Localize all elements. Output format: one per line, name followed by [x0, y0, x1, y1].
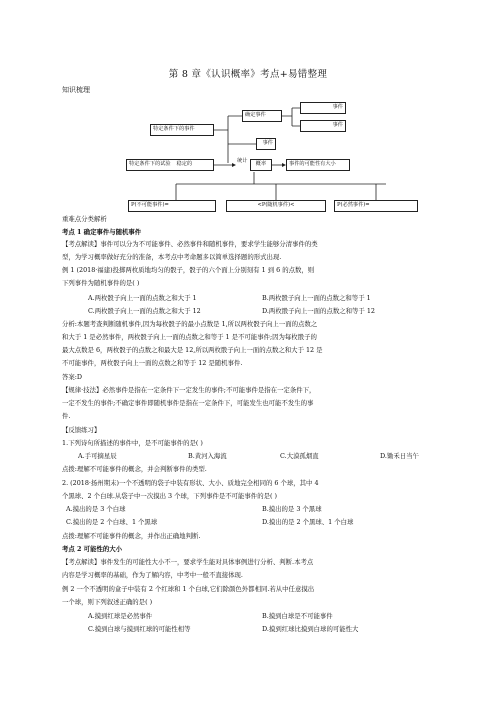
section-heading: 重难点分类解析: [62, 215, 107, 223]
q2-option-a: A.摸出的是 3 个白球: [66, 505, 126, 513]
mindmap-impossible-event: 事件: [300, 102, 346, 114]
example-1-option-d: D.两枚骰子向上一面的点数之和等于 12: [262, 307, 375, 315]
example-1-option-b: B.两枚骰子向上一面的点数之和等于 1: [262, 294, 371, 302]
text-line: 【考点解读】事件发生的可能性大小不一，要求学生能对具体事例进行分析、判断.本考点: [62, 558, 314, 566]
topic-1-heading: 考点 1 确定事件与随机事件: [62, 228, 142, 236]
example-1-line: 例 1 (2018·福建)投掷两枚质地均匀的骰子，骰子的六个面上分别刻有 1 到 6 的点数，则: [62, 266, 315, 274]
example-2-option-a: A.摸到红球是必然事件: [88, 612, 153, 620]
topic-2-heading: 考点 2 可能性的大小: [62, 545, 123, 553]
example-2-line: 例 2 一个不透明的盒子中装有 2 个红球和 1 个白球,它们除颜色外都相同.若从中任意摸出: [62, 585, 315, 593]
stable-value-label: 稳定的: [176, 161, 193, 168]
mindmap-random-event: 事件: [256, 138, 276, 150]
text-line: 内容是学习概率的基础，作为了解内容，中考中一般不直接体现.: [62, 571, 243, 579]
rule-line: 【规律·技法】必然事件是指在一定条件下一定发生的事件;不可能事件是指在一定条件下，: [62, 386, 316, 394]
hint-line: 点拨:理解不可能事件的概念，并会判断事件的类型.: [62, 465, 207, 473]
example-1-option-a: A.两枚骰子向上一面的点数之和大于 1: [88, 294, 197, 302]
q2-option-c: C.摸出的是 2 个白球、1 个黑球: [66, 518, 158, 526]
q1-option-b: B.黄河入海流: [188, 452, 227, 460]
mindmap-p-certain: P(必然事件)=: [334, 200, 418, 212]
analysis-line: 和大于 1 是必然事件，两枚骰子向上一面的点数之和等于 1 是不可能事件;因为每枚骰子的: [62, 333, 317, 341]
mindmap-inevitable-event: 事件: [300, 120, 346, 132]
example-2-line: 一个球，则下列叙述正确的是( ): [62, 598, 153, 606]
q2-option-b: B.摸出的是 3 个黑球: [262, 505, 322, 513]
question-2: 个黑球、2 个白球.从袋子中一次摸出 3 个球，下列事件是不可能事件的是( ): [62, 492, 277, 500]
analysis-line: 最大点数是 6，两枚骰子的点数之和最大是 12,所以两枚骰子向上一面的点数之和大于 12 是: [62, 346, 323, 354]
analysis-line: 不可能事件，两枚骰子向上一面的点数之和等于 12 是随机事件.: [62, 359, 243, 367]
rule-line: 件.: [62, 412, 71, 420]
example-2-option-c: C.摸到白球与摸到红球的可能性相等: [88, 625, 191, 633]
mindmap-p-impossible: P(不可能事件)=: [128, 200, 216, 212]
question-1: 1.下列诗句所描述的事件中，是不可能事件的是( ): [62, 439, 203, 447]
mindmap-repeated-trials: [126, 159, 214, 171]
mindmap-probability: 概率: [250, 159, 272, 171]
q1-option-a: A.手可摘星辰: [78, 452, 117, 460]
rule-line: 一定不发生的事件;不确定事件即随机事件是指在一定条件下，可能发生也可能不发生的事: [62, 399, 314, 407]
example-2-option-d: D.摸到红球比摸到白球的可能性大: [262, 625, 359, 633]
example-1-line: 下列事件为随机事件的是( ): [62, 279, 140, 287]
example-1-option-c: C.两枚骰子向上一面的点数之和大于 12: [88, 307, 201, 315]
mindmap-fixed-event: 特定条件下的事件: [150, 124, 214, 136]
hint-line: 点拨:理解不可能事件的概念，并作出正确地判断.: [62, 532, 201, 540]
page-title: 第 8 章《认识概率》考点+易错整理: [168, 69, 328, 80]
text-line: 【考点解读】事件可以分为不可能事件、必然事件和随机事件，要求学生能够分清事件的类: [62, 240, 318, 248]
repeated-trials-label: 特定条件下的试验: [129, 161, 171, 168]
mindmap-p-random: <P(随机事件)<: [226, 200, 326, 212]
q1-option-d: D.锄禾日当午: [380, 452, 419, 460]
q2-option-d: D.摸出的是 2 个黑球、1 个白球: [262, 518, 354, 526]
text-line: 型，为学习概率做好充分的准备，本考点中考命题多以简单选择题的形式出现.: [62, 253, 282, 261]
feedback-heading: 【反馈练习】: [62, 426, 101, 434]
mindmap-possibility: 事件的可能性有大小: [286, 159, 350, 171]
mindmap-certain-event: 确定事件: [242, 110, 282, 122]
knowledge-label: 知识梳理: [62, 86, 90, 94]
q1-option-c: C.大漠孤烟直: [280, 452, 319, 460]
example-2-option-b: B.摸到白球是不可能事件: [262, 612, 333, 620]
question-2: 2. (2018·扬州期末)一个不透明的袋子中装有形状、大小、质地完全相同的 6 个球，其中 4: [62, 479, 319, 487]
analysis-line: 分析:本题考查判断随机事件,因为每枚骰子的最小点数是 1,所以两枚骰子向上一面的点数之: [62, 320, 318, 328]
answer-line: 答案:D: [62, 373, 83, 381]
mindmap-stat-label: 统计: [237, 158, 248, 164]
